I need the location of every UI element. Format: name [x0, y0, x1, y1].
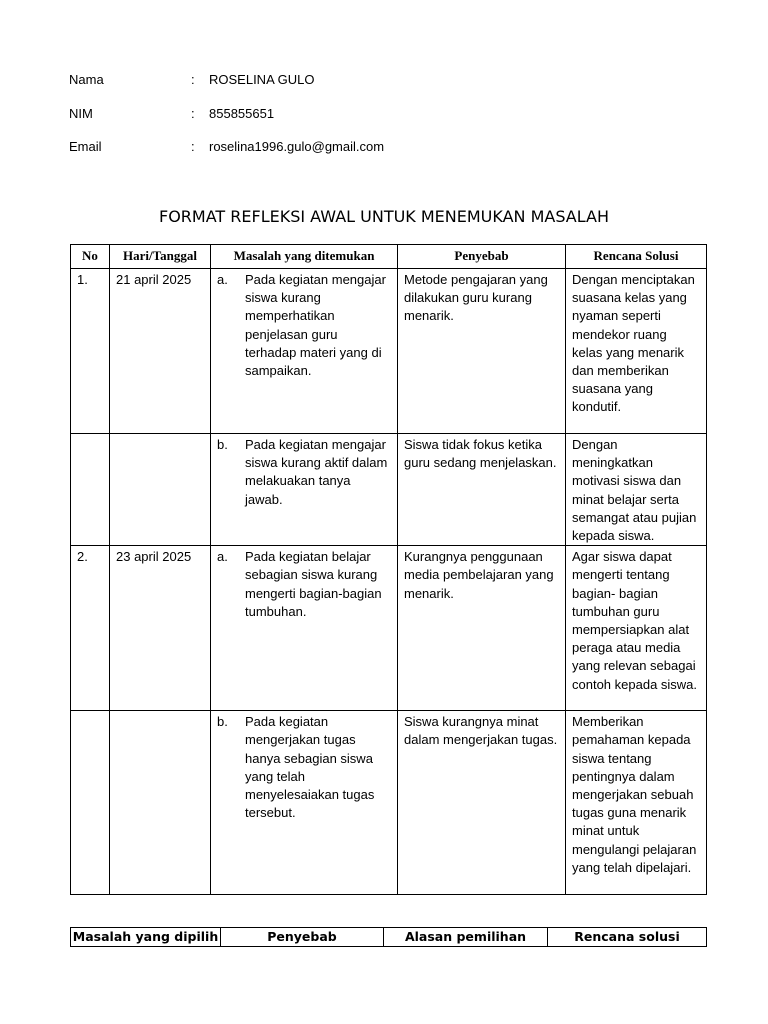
row-problem: [211, 434, 398, 546]
table-row: [71, 434, 707, 546]
row-cause: Siswa tidak fokus ketika guru sedang menjelaskan.: [398, 434, 566, 546]
email-label: Email: [69, 139, 102, 154]
row-problem: [211, 711, 398, 895]
table-row: [71, 546, 707, 711]
row-date: [110, 711, 211, 895]
summary-header-row: [71, 928, 707, 947]
row-solution: Dengan menciptakan suasana kelas yang nyaman seperti mendekor ruang kelas yang menarik dan memberikan suasana yang kondutif.: [566, 269, 707, 434]
problem-text: Pada kegiatan mengerjakan tugas hanya sebagian siswa yang telah menyelesaiakan tugas tersebut.: [245, 714, 375, 821]
name-label: Nama: [69, 72, 104, 87]
row-cause: Kurangnya penggunaan media pembelajaran yang menarik.: [398, 546, 566, 711]
nim-label: NIM: [69, 106, 93, 121]
table-header-row: [71, 245, 707, 269]
problem-text: Pada kegiatan mengajar siswa kurang memperhatikan penjelasan guru terhadap materi yang di sampaikan.: [245, 272, 386, 379]
row-no: 1.: [71, 269, 110, 434]
header-no: No: [71, 245, 110, 269]
row-solution: Agar siswa dapat mengerti tentang bagian- bagian tumbuhan guru mempersiapkan alat peraga atau media yang relevan sebagai contoh kepada siswa.: [566, 546, 707, 711]
header-date: Hari/Tanggal: [110, 245, 211, 269]
summary-table: [70, 927, 707, 947]
summary-header-solution: Rencana solusi: [548, 928, 707, 947]
row-date: 21 april 2025: [110, 269, 211, 434]
row-no: [71, 434, 110, 546]
summary-header-problem: Masalah yang dipilih: [71, 928, 221, 947]
header-cause: Penyebab: [398, 245, 566, 269]
header-problem: Masalah yang ditemukan: [211, 245, 398, 269]
row-cause: Siswa kurangnya minat dalam mengerjakan tugas.: [398, 711, 566, 895]
row-problem: [211, 546, 398, 711]
row-cause: Metode pengajaran yang dilakukan guru kurang menarik.: [398, 269, 566, 434]
row-no: [71, 711, 110, 895]
problem-text: Pada kegiatan mengajar siswa kurang aktif dalam melakuakan tanya jawab.: [245, 437, 388, 507]
table-row: [71, 711, 707, 895]
row-solution: Dengan meningkatkan motivasi siswa dan minat belajar serta semangat atau pujian kepada siswa.: [566, 434, 707, 546]
reflection-table: [70, 244, 707, 895]
name-value: ROSELINA GULO: [209, 72, 315, 87]
header-solution: Rencana Solusi: [566, 245, 707, 269]
item-letter: a.: [217, 549, 228, 565]
row-no: 2.: [71, 546, 110, 711]
summary-header-reason: Alasan pemilihan: [384, 928, 548, 947]
problem-text: Pada kegiatan belajar sebagian siswa kurang mengerti bagian-bagian tumbuhan.: [245, 549, 382, 619]
row-problem: [211, 269, 398, 434]
document-title: FORMAT REFLEKSI AWAL UNTUK MENEMUKAN MASALAH: [158, 207, 609, 226]
row-date: 23 april 2025: [110, 546, 211, 711]
summary-header-cause: Penyebab: [221, 928, 384, 947]
nim-value: 855855651: [209, 106, 275, 121]
name-colon: :: [191, 72, 195, 87]
row-solution: Memberikan pemahaman kepada siswa tentang pentingnya dalam mengerjakan sebuah tugas guna menarik minat untuk mengulangi pelajaran yang telah dipelajari.: [566, 711, 707, 895]
email-value: roselina1996.gulo@gmail.com: [209, 139, 385, 154]
item-letter: b.: [217, 437, 228, 452]
email-colon: :: [191, 139, 195, 154]
table-row: [71, 269, 707, 434]
item-letter: a.: [217, 272, 228, 287]
row-date: [110, 434, 211, 546]
nim-colon: :: [191, 106, 195, 121]
item-letter: b.: [217, 714, 228, 730]
